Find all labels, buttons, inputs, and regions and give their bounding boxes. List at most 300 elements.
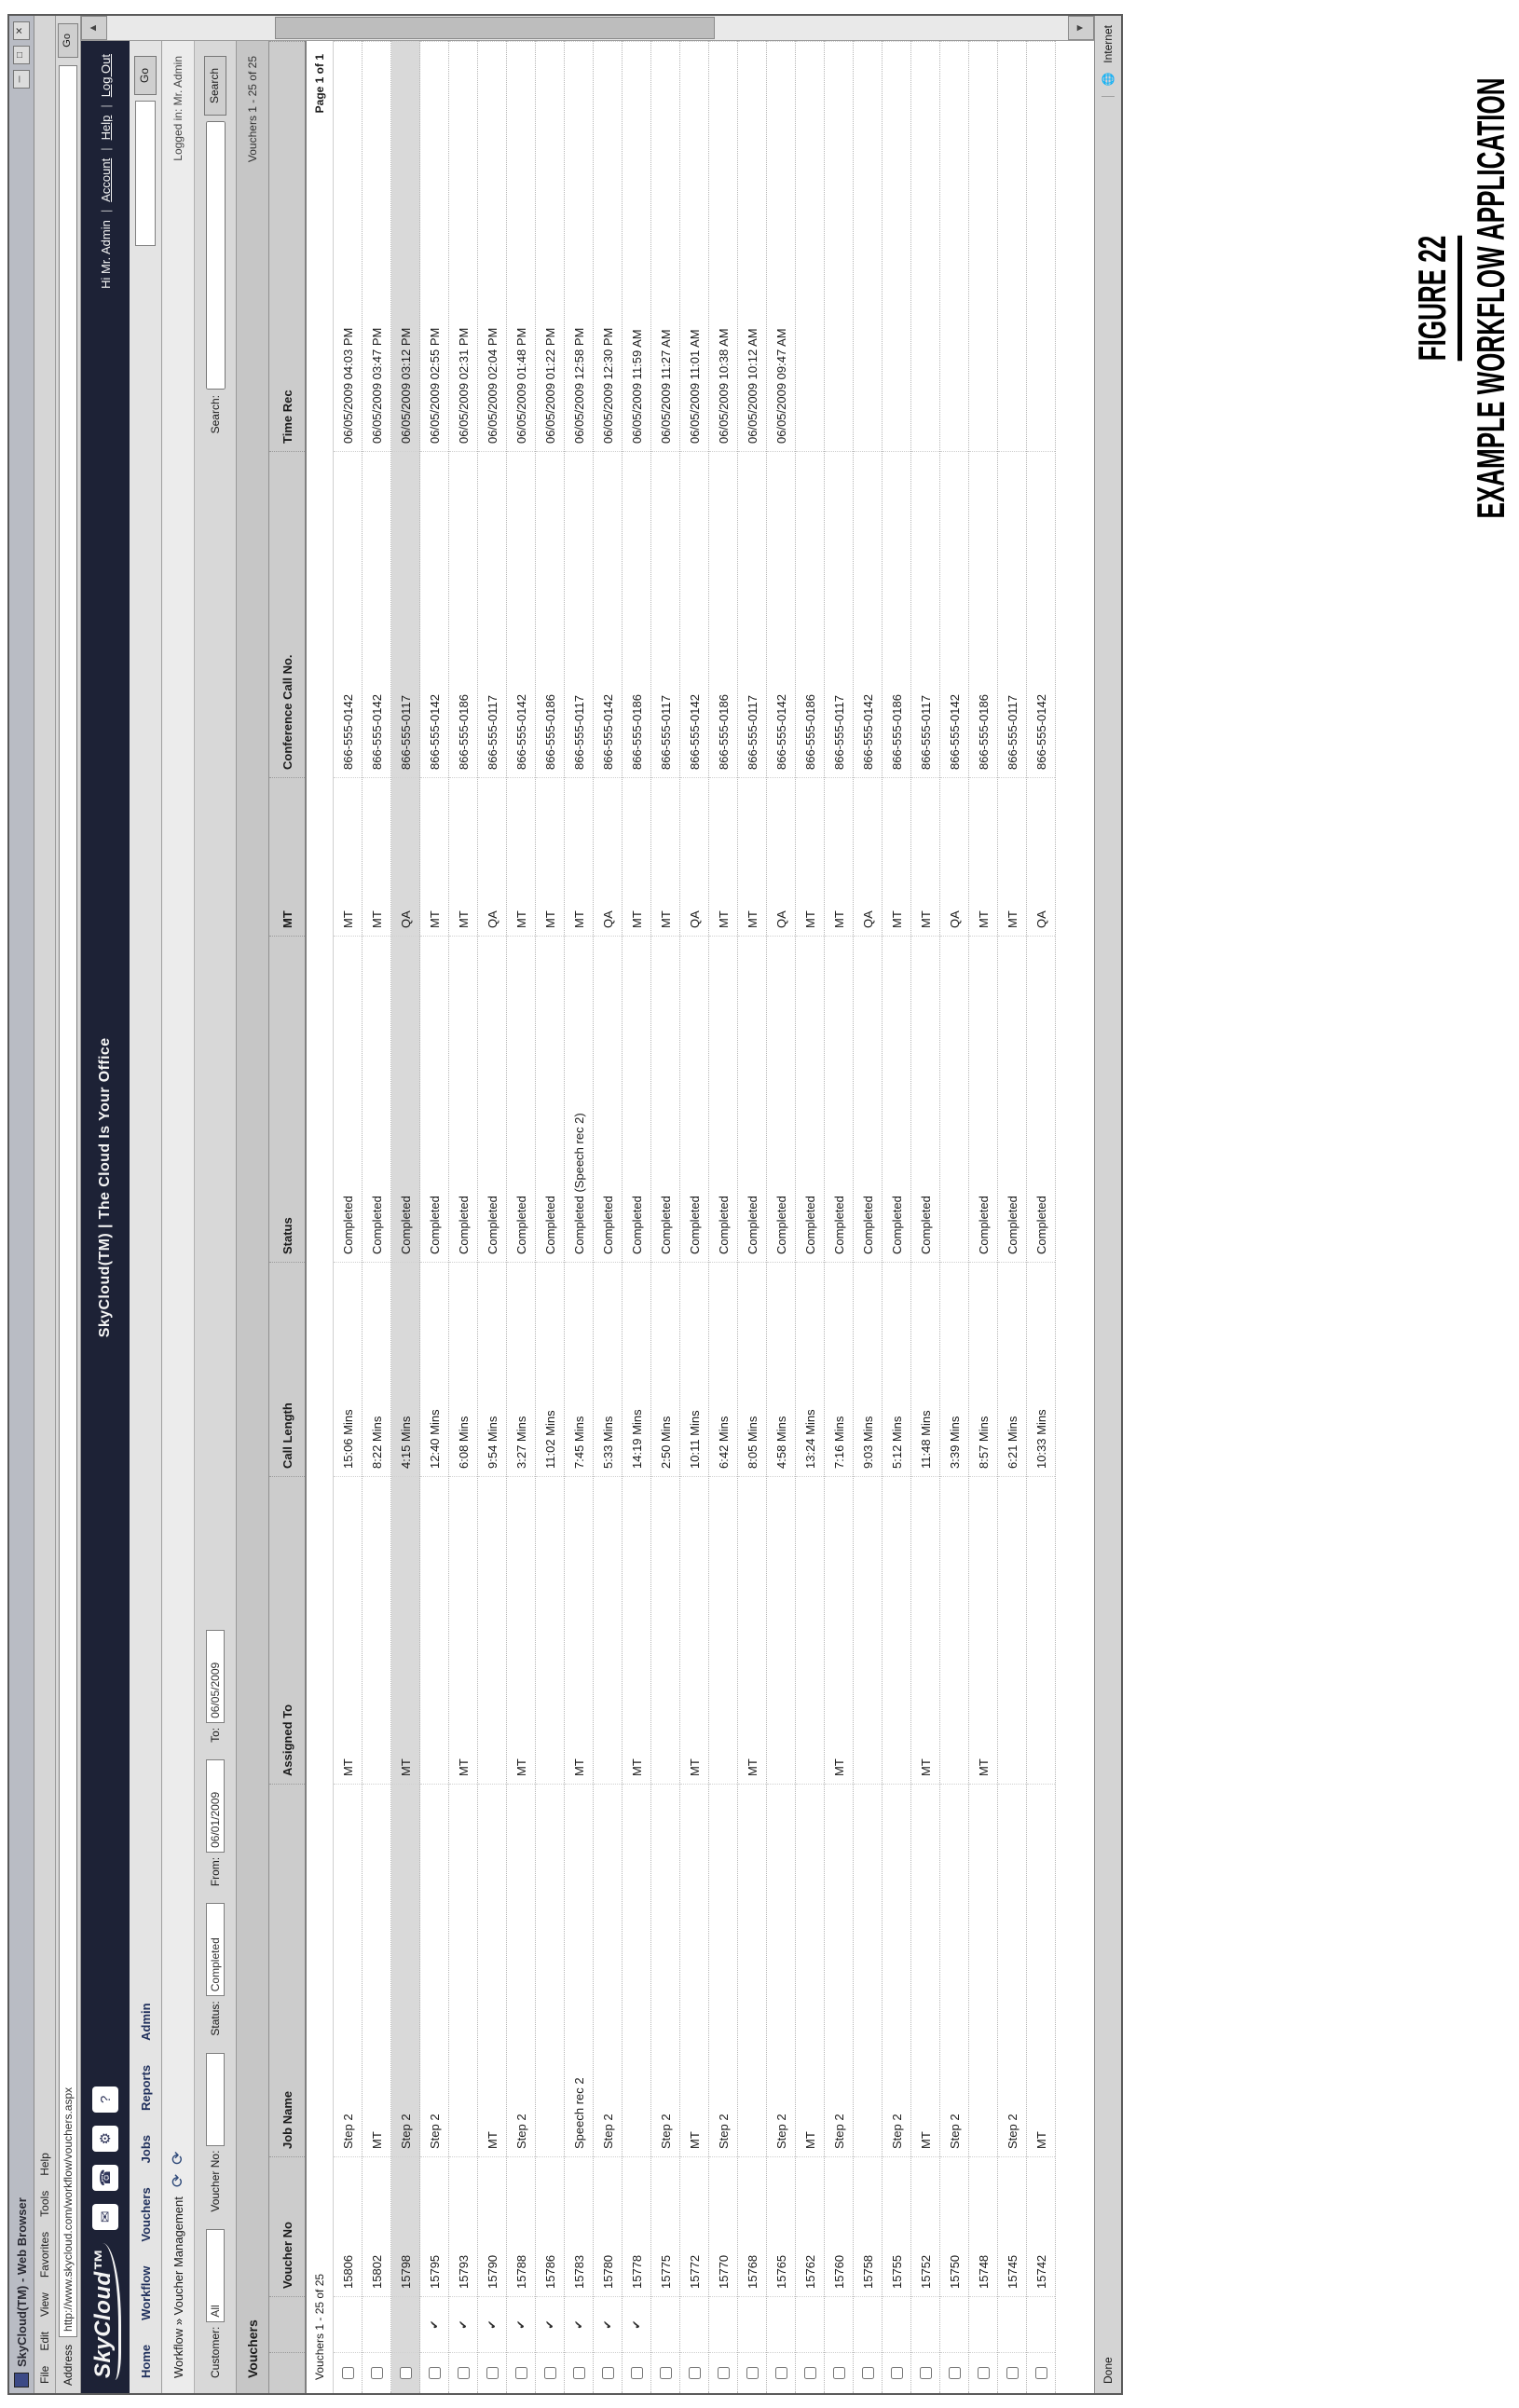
row-checkbox[interactable] [746,2367,759,2379]
mt-cell: QA [594,777,622,936]
assigned-to-cell: MT [969,1476,997,1784]
job-name-cell: MT [1027,1784,1055,2156]
scroll-down-icon[interactable]: ▼ [1068,16,1094,40]
column-header[interactable]: Status [269,936,305,1262]
window-titlebar[interactable] [9,16,34,2393]
table-row[interactable] [507,41,536,2393]
row-checkbox[interactable] [342,2367,354,2379]
status-cell: Completed [969,936,997,1262]
nav-item[interactable]: Reports [138,2064,153,2111]
menu-bar [34,16,56,2393]
voucher-number: 15748 [969,2156,997,2296]
call-length-cell: 2:50 Mins [651,1262,679,1476]
voucher-number: 15802 [363,2156,390,2296]
time-rec-cell [940,41,968,451]
checkmark-icon: ✔ [572,2319,585,2330]
checkmark-icon: ✔ [601,2319,614,2330]
status-cell: Completed [420,936,448,1262]
status-cell: Completed [825,936,853,1262]
status-cell: Completed [651,936,679,1262]
voucher-number: 15765 [767,2156,795,2296]
table-row[interactable] [825,41,854,2393]
status-cell: Completed [998,936,1026,1262]
status-bar [1094,16,1121,2393]
row-checkbox[interactable] [1006,2367,1019,2379]
conference-call-cell: 866-555-0117 [651,451,679,777]
breadcrumb: Workflow » Voucher Management [171,2196,185,2378]
row-checkbox[interactable] [602,2367,614,2379]
table-row[interactable] [391,41,420,2393]
refresh-icon[interactable]: ⟳ [169,2173,186,2188]
voucher-number: 15786 [536,2156,564,2296]
vertical-scrollbar[interactable] [81,16,1094,41]
table-row[interactable] [767,41,796,2393]
call-length-cell: 6:08 Mins [449,1262,477,1476]
column-header[interactable] [269,2296,305,2352]
assigned-to-cell [1027,1476,1055,1784]
time-rec-cell [1027,41,1055,451]
row-checkbox[interactable] [891,2367,903,2379]
row-checkbox[interactable] [631,2367,643,2379]
figure-number: FIGURE 22 [1410,236,1462,362]
pagination-row [307,41,334,2393]
menu-item[interactable]: File [38,2365,51,2384]
filter-label: Customer: [209,2326,222,2378]
address-label: Address [62,2344,75,2386]
nav-item[interactable]: Workflow [138,2265,153,2320]
call-length-cell: 4:58 Mins [767,1262,795,1476]
conference-call-cell: 866-555-0142 [363,451,390,777]
assigned-to-cell [940,1476,968,1784]
column-header[interactable]: Time Rec [269,41,305,451]
table-row[interactable] [1027,41,1056,2393]
column-header[interactable]: Conference Call No. [269,451,305,777]
table-row[interactable] [883,41,911,2393]
maximize-icon[interactable]: □ [13,46,30,64]
mt-cell: MT [565,777,593,936]
filter-label: Status: [209,2001,222,2036]
conference-call-cell: 866-555-0142 [507,451,535,777]
status-cell [940,936,968,1262]
time-rec-cell [825,41,853,451]
time-rec-cell [854,41,882,451]
banner-tagline: SkyCloud(TM) | The Cloud Is Your Office [97,1037,113,1338]
table-header-row [269,41,307,2393]
time-rec-cell: 06/05/2009 10:12 AM [738,41,766,451]
row-checkbox[interactable] [515,2367,527,2379]
mt-cell: QA [854,777,882,936]
table-row[interactable] [738,41,767,2393]
status-cell: Completed [767,936,795,1262]
voucher-number: 15780 [594,2156,622,2296]
filter-input[interactable]: 06/01/2009 [206,1759,225,1853]
time-rec-cell: 06/05/2009 02:31 PM [449,41,477,451]
job-name-cell: Speech rec 2 [565,1784,593,2156]
row-checkbox[interactable] [978,2367,990,2379]
gear-icon[interactable]: ⚙ [92,2126,118,2152]
voucher-number: 15762 [796,2156,824,2296]
conference-call-cell: 866-555-0142 [1027,451,1055,777]
separator: | [98,104,113,108]
app-icon [14,2373,29,2387]
mt-cell: MT [825,777,853,936]
assigned-to-cell: MT [334,1476,362,1784]
time-rec-cell [998,41,1026,451]
table-row[interactable] [478,41,507,2393]
address-input[interactable]: http://www.skycloud.com/workflow/vouchers.aspx [59,65,77,2337]
call-length-cell: 8:05 Mins [738,1262,766,1476]
time-rec-cell: 06/05/2009 02:55 PM [420,41,448,451]
job-name-cell: MT [796,1784,824,2156]
zone-text: Internet [1102,25,1115,63]
conference-call-cell: 866-555-0142 [767,451,795,777]
figure-caption-title [1410,236,1455,362]
call-length-cell: 6:42 Mins [709,1262,737,1476]
table-row[interactable] [998,41,1027,2393]
voucher-number: 15752 [911,2156,939,2296]
checkmark-icon: ✔ [486,2319,499,2330]
status-cell: Completed [796,936,824,1262]
row-checkbox[interactable] [949,2367,961,2379]
time-rec-cell [883,41,910,451]
mt-cell: QA [391,777,419,936]
job-name-cell: Step 2 [507,1784,535,2156]
voucher-number: 15790 [478,2156,506,2296]
assigned-to-cell [651,1476,679,1784]
section-count: Vouchers 1 - 25 of 25 [246,56,259,163]
table-row[interactable] [796,41,825,2393]
job-name-cell: Step 2 [767,1784,795,2156]
column-header[interactable]: Job Name [269,1784,305,2156]
assigned-to-cell: MT [911,1476,939,1784]
column-header[interactable] [269,2352,305,2393]
row-checkbox[interactable] [920,2367,932,2379]
menu-item[interactable]: Tools [38,2190,51,2217]
assigned-to-cell [883,1476,910,1784]
row-checkbox[interactable] [775,2367,787,2379]
mt-cell: MT [709,777,737,936]
conference-call-cell: 866-555-0117 [738,451,766,777]
status-cell: Completed [449,936,477,1262]
nav-item[interactable]: Vouchers [138,2187,153,2242]
conference-call-cell: 866-555-0142 [420,451,448,777]
job-name-cell: Step 2 [825,1784,853,2156]
conference-call-cell: 866-555-0117 [391,451,419,777]
job-name-cell [449,1784,477,2156]
address-go-button[interactable]: Go [58,23,78,58]
filter-input[interactable] [206,2053,225,2146]
logged-in-text: Logged in: Mr. Admin [171,56,185,161]
call-length-cell: 8:57 Mins [969,1262,997,1476]
voucher-number: 15758 [854,2156,882,2296]
assigned-to-cell [709,1476,737,1784]
row-checkbox[interactable] [804,2367,816,2379]
row-checkbox[interactable] [660,2367,672,2379]
table-row[interactable] [623,41,651,2393]
nav-bar [130,41,162,2393]
menu-item[interactable]: View [38,2292,51,2317]
reload-icon[interactable]: ⟳ [169,2151,186,2165]
call-length-cell: 14:19 Mins [623,1262,650,1476]
row-checkbox[interactable] [458,2367,470,2379]
filter-field [206,1903,225,2035]
job-name-cell: MT [478,1784,506,2156]
voucher-number: 15745 [998,2156,1026,2296]
conference-call-cell: 866-555-0142 [854,451,882,777]
column-header[interactable]: Call Length [269,1262,305,1476]
time-rec-cell: 06/05/2009 03:47 PM [363,41,390,451]
time-rec-cell: 06/05/2009 12:58 PM [565,41,593,451]
call-length-cell: 10:33 Mins [1027,1262,1055,1476]
banner-user-links [99,54,113,289]
mt-cell: MT [911,777,939,936]
table-row[interactable] [651,41,680,2393]
mt-cell: MT [449,777,477,936]
section-title: Vouchers [245,2319,260,2378]
mt-cell: MT [334,777,362,936]
conference-call-cell: 866-555-0117 [911,451,939,777]
mt-cell: MT [883,777,910,936]
time-rec-cell: 06/05/2009 11:27 AM [651,41,679,451]
figure-caption-subtitle: EXAMPLE WORKFLOW APPLICATION [1469,77,1512,519]
job-name-cell: Step 2 [883,1784,910,2156]
voucher-number: 15778 [623,2156,650,2296]
nav-search-input[interactable] [135,101,156,246]
voucher-number: 15798 [391,2156,419,2296]
nav-search [134,56,157,246]
assigned-to-cell [478,1476,506,1784]
filter-input[interactable]: Completed [206,1903,225,1996]
assigned-to-cell [363,1476,390,1784]
time-rec-cell: 06/05/2009 03:12 PM [391,41,419,451]
table-row[interactable] [911,41,940,2393]
conference-call-cell: 866-555-0186 [623,451,650,777]
voucher-number: 15806 [334,2156,362,2296]
status-cell: Completed [623,936,650,1262]
grid-body [334,41,1056,2393]
nav-item[interactable]: Admin [138,2003,153,2041]
conference-call-cell: 866-555-0142 [594,451,622,777]
call-length-cell: 13:24 Mins [796,1262,824,1476]
row-checkbox[interactable] [544,2367,556,2379]
job-name-cell [623,1784,650,2156]
call-length-cell: 4:15 Mins [391,1262,419,1476]
job-name-cell: Step 2 [391,1784,419,2156]
nav-go-button[interactable]: Go [134,56,157,95]
assigned-to-cell: MT [507,1476,535,1784]
table-row[interactable] [854,41,883,2393]
browser-window [7,14,1123,2395]
breadcrumb-row [162,41,195,2393]
time-rec-cell: 06/05/2009 10:38 AM [709,41,737,451]
filter-search-input[interactable] [206,121,226,390]
row-checkbox[interactable] [429,2367,441,2379]
job-name-cell: Step 2 [940,1784,968,2156]
row-checkbox[interactable] [486,2367,499,2379]
time-rec-cell [796,41,824,451]
call-length-cell: 12:40 Mins [420,1262,448,1476]
job-name-cell: Step 2 [334,1784,362,2156]
job-name-cell: Step 2 [998,1784,1026,2156]
filter-field [206,1759,225,1886]
conference-call-cell: 866-555-0186 [536,451,564,777]
column-header[interactable]: Assigned To [269,1476,305,1784]
mt-cell: QA [767,777,795,936]
checkmark-icon: ✔ [457,2319,470,2330]
mt-cell: MT [998,777,1026,936]
call-length-cell: 10:11 Mins [680,1262,708,1476]
time-rec-cell: 06/05/2009 11:01 AM [680,41,708,451]
mt-cell: QA [1027,777,1055,936]
assigned-to-cell: MT [738,1476,766,1784]
assigned-to-cell [998,1476,1026,1784]
checkmark-icon: ✔ [514,2319,527,2330]
table-row[interactable] [594,41,623,2393]
filter-search-label: Search: [209,395,222,434]
time-rec-cell: 06/05/2009 12:30 PM [594,41,622,451]
job-name-cell: Step 2 [709,1784,737,2156]
job-name-cell [969,1784,997,2156]
nav-item[interactable]: Jobs [138,2134,153,2164]
row-checkbox[interactable] [718,2367,730,2379]
call-length-cell: 11:48 Mins [911,1262,939,1476]
content-filler [1056,41,1094,2393]
voucher-number: 15750 [940,2156,968,2296]
voucher-number: 15795 [420,2156,448,2296]
job-name-cell: MT [680,1784,708,2156]
conference-call-cell: 866-555-0186 [449,451,477,777]
status-cell: Completed [363,936,390,1262]
status-cell: Completed [738,936,766,1262]
mt-cell: MT [796,777,824,936]
filter-input[interactable]: 06/05/2009 [206,1630,225,1723]
call-length-cell: 3:39 Mins [940,1262,968,1476]
conference-call-cell: 866-555-0142 [334,451,362,777]
assigned-to-cell [796,1476,824,1784]
filter-label: From: [209,1856,222,1887]
table-row[interactable] [363,41,391,2393]
filter-field [206,2229,225,2378]
conference-call-cell: 866-555-0186 [883,451,910,777]
status-cell: Completed [911,936,939,1262]
mt-cell: MT [536,777,564,936]
nav-item[interactable]: Home [138,2344,153,2378]
table-row[interactable] [334,41,363,2393]
conference-call-cell: 866-555-0186 [969,451,997,777]
account-link[interactable]: Account [98,157,113,202]
filter-input[interactable]: All [206,2229,225,2322]
assigned-to-cell [767,1476,795,1784]
mt-cell: QA [680,777,708,936]
conference-call-cell: 866-555-0186 [709,451,737,777]
table-row[interactable] [680,41,709,2393]
row-checkbox[interactable] [689,2367,701,2379]
scroll-up-icon[interactable]: ▲ [81,16,107,40]
menu-item[interactable]: Help [38,2153,51,2176]
mail-icon[interactable]: ✉ [92,2204,118,2230]
scrollbar-thumb[interactable] [275,17,715,39]
table-row[interactable] [565,41,594,2393]
table-row[interactable] [536,41,565,2393]
mt-cell: MT [969,777,997,936]
logout-link[interactable]: Log Out [98,54,113,98]
time-rec-cell [911,41,939,451]
job-name-cell: MT [363,1784,390,2156]
mt-cell: QA [478,777,506,936]
time-rec-cell: 06/05/2009 01:22 PM [536,41,564,451]
status-zone [1102,25,1115,97]
row-checkbox[interactable] [371,2367,383,2379]
row-checkbox[interactable] [862,2367,874,2379]
conference-call-cell: 866-555-0186 [796,451,824,777]
row-checkbox[interactable] [1035,2367,1047,2379]
table-row[interactable] [969,41,998,2393]
assigned-to-cell [594,1476,622,1784]
call-length-cell: 5:12 Mins [883,1262,910,1476]
assigned-to-cell [420,1476,448,1784]
conference-call-cell: 866-555-0142 [940,451,968,777]
checkmark-icon: ✔ [428,2319,441,2330]
assigned-to-cell [536,1476,564,1784]
mt-cell: MT [420,777,448,936]
menu-item[interactable]: Favorites [38,2231,51,2278]
page-indicator[interactable]: Page 1 of 1 [313,54,326,114]
globe-icon: 🌐 [1102,72,1115,87]
job-name-cell [738,1784,766,2156]
voucher-number: 15772 [680,2156,708,2296]
table-row[interactable] [940,41,969,2393]
separator: | [98,209,113,213]
conference-call-cell: 866-555-0117 [478,451,506,777]
table-row[interactable] [420,41,449,2393]
conference-call-cell: 866-555-0142 [680,451,708,777]
row-checkbox[interactable] [400,2367,412,2379]
call-length-cell: 5:33 Mins [594,1262,622,1476]
phone-icon[interactable]: ☎ [92,2165,118,2191]
voucher-number: 15760 [825,2156,853,2296]
close-icon[interactable]: ✕ [13,21,30,40]
column-header[interactable]: MT [269,777,305,936]
time-rec-cell: 06/05/2009 11:59 AM [623,41,650,451]
row-checkbox[interactable] [573,2367,585,2379]
mt-cell: MT [363,777,390,936]
voucher-number: 15793 [449,2156,477,2296]
table-row[interactable] [449,41,478,2393]
help-link[interactable]: Help [98,115,113,141]
call-length-cell: 6:21 Mins [998,1262,1026,1476]
time-rec-cell: 06/05/2009 04:03 PM [334,41,362,451]
table-row[interactable] [709,41,738,2393]
minimize-icon[interactable]: ─ [13,70,30,89]
assigned-to-cell: MT [825,1476,853,1784]
time-rec-cell: 06/05/2009 02:04 PM [478,41,506,451]
filter-field [206,2053,225,2212]
row-checkbox[interactable] [833,2367,845,2379]
status-cell: Completed [854,936,882,1262]
menu-item[interactable]: Edit [38,2331,51,2351]
job-name-cell: Step 2 [651,1784,679,2156]
job-name-cell [536,1784,564,2156]
voucher-number: 15768 [738,2156,766,2296]
assigned-to-cell: MT [565,1476,593,1784]
voucher-number: 15755 [883,2156,910,2296]
brand-banner [81,41,130,2393]
scrollbar-track[interactable] [107,16,1068,40]
voucher-number: 15770 [709,2156,737,2296]
search-button[interactable]: Search [204,56,226,116]
help-icon[interactable]: ? [92,2086,118,2113]
column-header[interactable]: Voucher No [269,2156,305,2296]
